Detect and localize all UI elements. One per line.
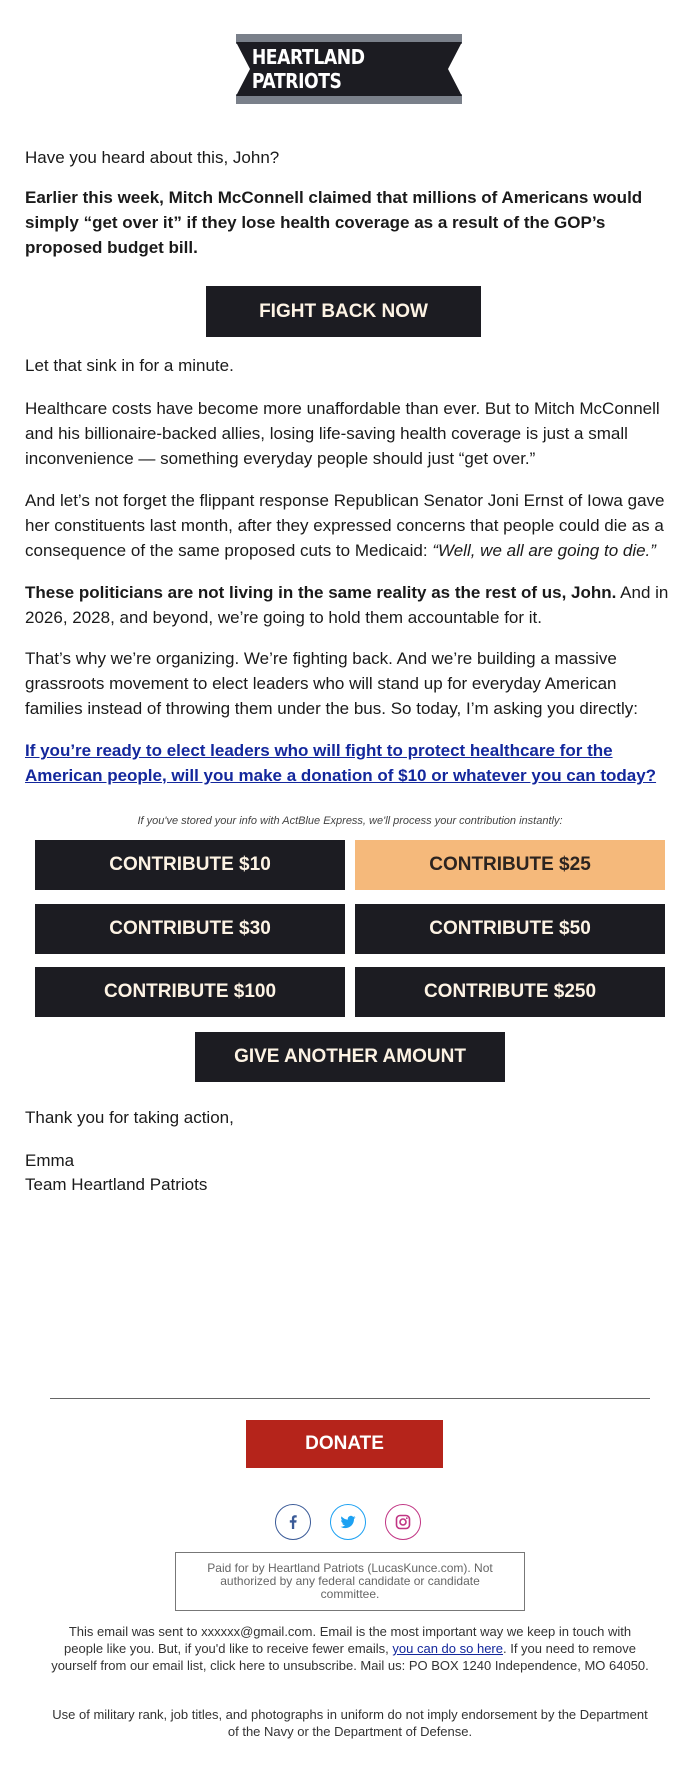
contribute-100-button[interactable]: CONTRIBUTE $100 [35,967,345,1017]
actblue-express-note: If you've stored your info with ActBlue Express, we'll process your contribution instantly: [137,815,563,827]
contribute-10-button[interactable]: CONTRIBUTE $10 [35,840,345,890]
twitter-icon[interactable] [330,1504,366,1540]
paragraph-sink-in: Let that sink in for a minute. [25,356,234,375]
contribute-25-button[interactable]: CONTRIBUTE $25 [355,840,665,890]
fewer-emails-link[interactable]: you can do so here [392,1641,503,1656]
ernst-quote: “Well, we all are going to die.” [432,541,656,560]
twitter-glyph [338,1512,358,1532]
paragraph-accountable [25,580,675,630]
give-another-amount-button[interactable]: GIVE ANOTHER AMOUNT [195,1032,505,1082]
paragraph-organizing: That’s why we’re organizing. We’re fighting back. And we’re building a massive grassroots movement to elect leaders who will stand up for everyday American families instead of throwing them under the bus. So today, I’m asking you directly: [25,649,638,718]
greeting: Have you heard about this, John? [25,148,280,167]
accountable-rest: And in 2026, 2028, and beyond, we’re going to hold them accountable for it. [25,583,669,627]
signoff-team: Team Heartland Patriots [25,1175,208,1194]
fight-back-now-button[interactable]: FIGHT BACK NOW [206,286,481,337]
heartland-patriots-logo[interactable] [236,34,462,104]
footer-divider [50,1398,650,1399]
footer-sent-middle: . Email is the most important way we keep in touch with people like you. But, if you'd like to receive fewer emails, [64,1624,632,1656]
intro-paragraph: Earlier this week, Mitch McConnell claimed that millions of Americans would simply “get over it” if they lose health coverage as a result of the GOP’s proposed budget bill. [25,188,643,257]
instagram-icon[interactable] [385,1504,421,1540]
signoff-name: Emma [25,1151,75,1170]
paid-for-text: Paid for by Heartland Patriots (LucasKunce.com). Not authorized by any federal candidate or candidate committee. [207,1561,493,1601]
logo-text: HEARTLAND PATRIOTS [251,45,365,93]
donation-ask-link[interactable]: If you’re ready to elect leaders who will fight to protect healthcare for the American people, will you make a donation of $10 or whatever you can today? [25,741,657,785]
contribute-250-button[interactable]: CONTRIBUTE $250 [355,967,665,1017]
contribute-30-button[interactable]: CONTRIBUTE $30 [35,904,345,954]
paragraph-joni-ernst [25,488,675,563]
facebook-icon[interactable] [275,1504,311,1540]
facebook-glyph [283,1512,303,1532]
paid-for-disclaimer [175,1552,525,1611]
footer-sent-suffix: . If you need to remove yourself from our email list, click here to unsubscribe. Mail us: PO BOX 1240 Independence, MO 64050. [51,1641,649,1673]
instagram-glyph [393,1512,413,1532]
footer-sent-prefix: This email was sent to [68,1624,202,1639]
footer-email-notice [50,1623,650,1674]
ernst-text: And let’s not forget the flippant response Republican Senator Joni Ernst of Iowa gave her constituents last month, after they expressed concerns that people could die as a consequence of the same proposed cuts to Medicaid: [25,491,665,560]
accountable-bold: These politicians are not living in the same reality as the rest of us, John. [25,583,617,602]
donate-button[interactable]: DONATE [246,1420,443,1468]
contribute-50-button[interactable]: CONTRIBUTE $50 [355,904,665,954]
footer-email-address: xxxxxx@gmail.com [201,1624,313,1639]
footer-military-disclaimer: Use of military rank, job titles, and photographs in uniform do not imply endorsement by the Department of the Navy or the Department of Defense. [52,1707,648,1739]
paragraph-healthcare-costs: Healthcare costs have become more unaffordable than ever. But to Mitch McConnell and his billionaire-backed allies, losing life-saving health coverage is just a small inconvenience — something everyday people should just “get over.” [25,399,660,468]
thank-you-line: Thank you for taking action, [25,1108,234,1127]
